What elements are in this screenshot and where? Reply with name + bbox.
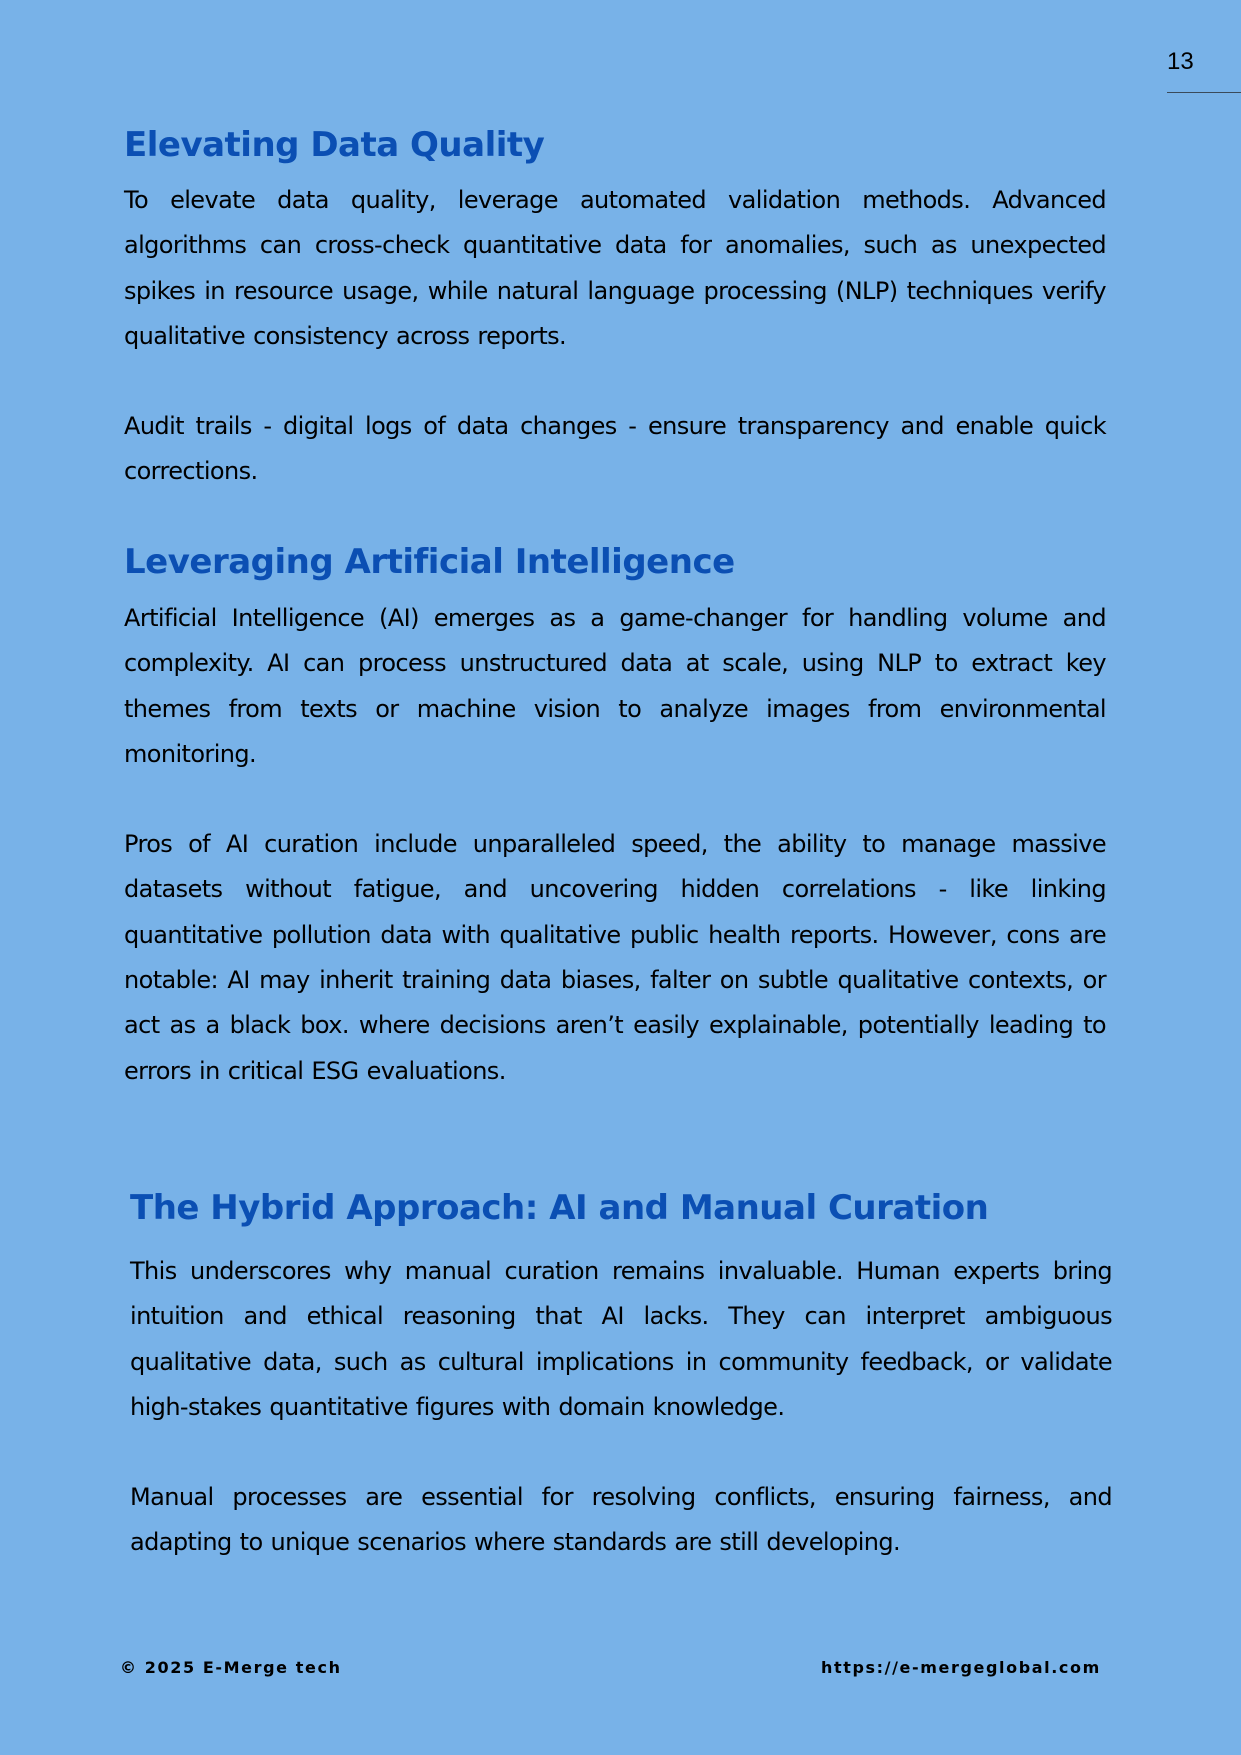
paragraph: Artificial Intelligence (AI) emerges as a game-changer for handling volume and complexity. AI can process unstructured data at scale, using NLP to extract key themes from texts or machine vision to analyze images from environmental monitoring. [124, 604, 1106, 768]
paragraph: Manual processes are essential for resolving conflicts, ensuring fairness, and adapting to unique scenarios where standards are still developing. [130, 1483, 1112, 1557]
section-hybrid-approach [130, 1187, 1112, 1566]
paragraph: Pros of AI curation include unparalleled speed, the ability to manage massive datasets without fatigue, and uncovering hidden correlations - like linking quantitative pollution data with qualitative public health reports. However, cons are notable: AI may inherit training data biases, falter on subtle qualitative contexts, or act as a black box. where decisions aren’t easily explainable, potentially leading to errors in critical ESG evaluations. [124, 830, 1106, 1085]
section-leveraging-ai [124, 541, 1106, 1094]
paragraph: To elevate data quality, leverage automated validation methods. Advanced algorithms can cross-check quantitative data for anomalies, such as unexpected spikes in resource usage, while natural language processing (NLP) techniques verify qualitative consistency across reports. [124, 186, 1106, 350]
section-elevating-data-quality [124, 124, 1106, 495]
section-heading: Leveraging Artificial Intelligence [124, 542, 735, 582]
page-number-rule [1167, 92, 1241, 93]
footer-url[interactable]: https://e-mergeglobal.com [821, 1658, 1101, 1677]
page-number: 13 [1167, 48, 1194, 75]
paragraph: Audit trails - digital logs of data changes - ensure transparency and enable quick corrections. [124, 412, 1106, 486]
section-heading: The Hybrid Approach: AI and Manual Curation [130, 1188, 989, 1228]
paragraph: This underscores why manual curation remains invaluable. Human experts bring intuition and ethical reasoning that AI lacks. They can interpret ambiguous qualitative data, such as cultural implications in community feedback, or validate high-stakes quantitative figures with domain knowledge. [130, 1257, 1112, 1421]
footer-copyright: © 2025 E-Merge tech [120, 1658, 342, 1677]
section-heading: Elevating Data Quality [124, 125, 545, 165]
